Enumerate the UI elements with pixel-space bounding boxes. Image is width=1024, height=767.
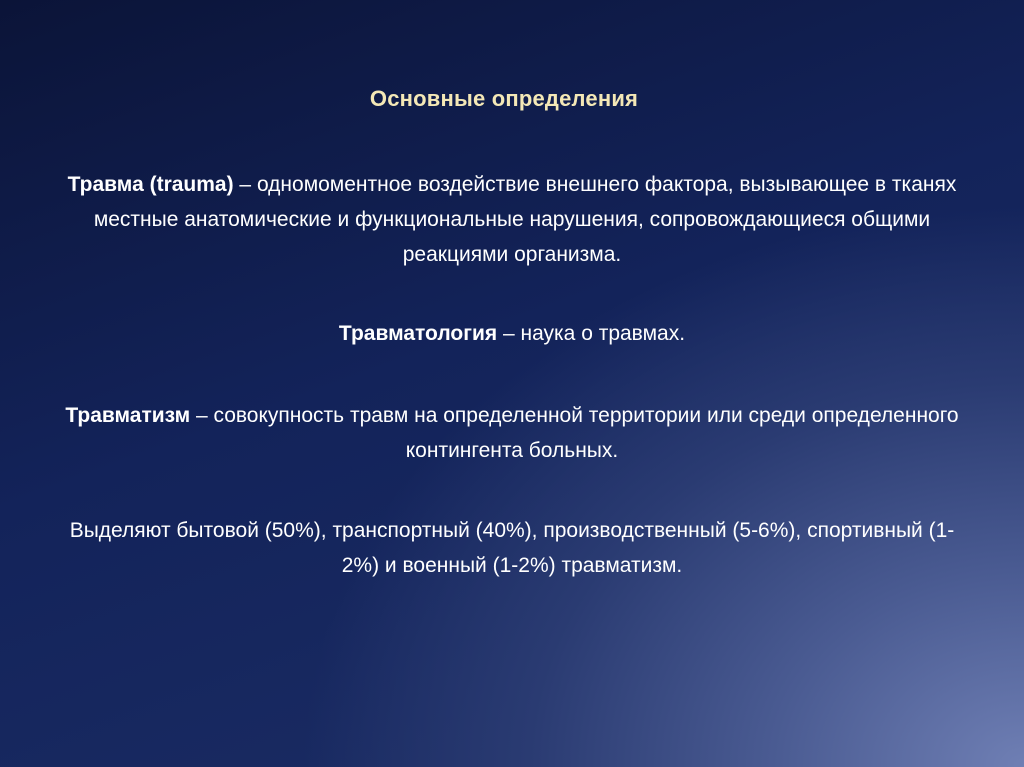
slide-title: Основные определения — [369, 86, 639, 111]
definition-text: – наука о травмах. — [497, 322, 686, 345]
definition-term: Травма (trauma) — [67, 173, 234, 196]
definition-term: Травматизм — [65, 404, 191, 427]
traumatism-types-note: Выделяют бытовой (50%), транспортный (40%), производственный (5-6%), спортивный (1-2%) и военный (1-2%) травматизм. — [69, 519, 955, 577]
definition-traumatism — [60, 398, 964, 468]
definition-term: Травматология — [338, 322, 498, 345]
definition-trauma — [60, 167, 964, 272]
definition-text: – одномоментное воздействие внешнего фактора, вызывающее в тканях местные анатомические и функциональные нарушения, сопровождающиеся общими реакциями организма. — [93, 173, 957, 266]
definition-traumatology — [60, 316, 964, 351]
definition-text: – совокупность травм на определенной территории или среди определенного контингента больных. — [190, 404, 959, 462]
